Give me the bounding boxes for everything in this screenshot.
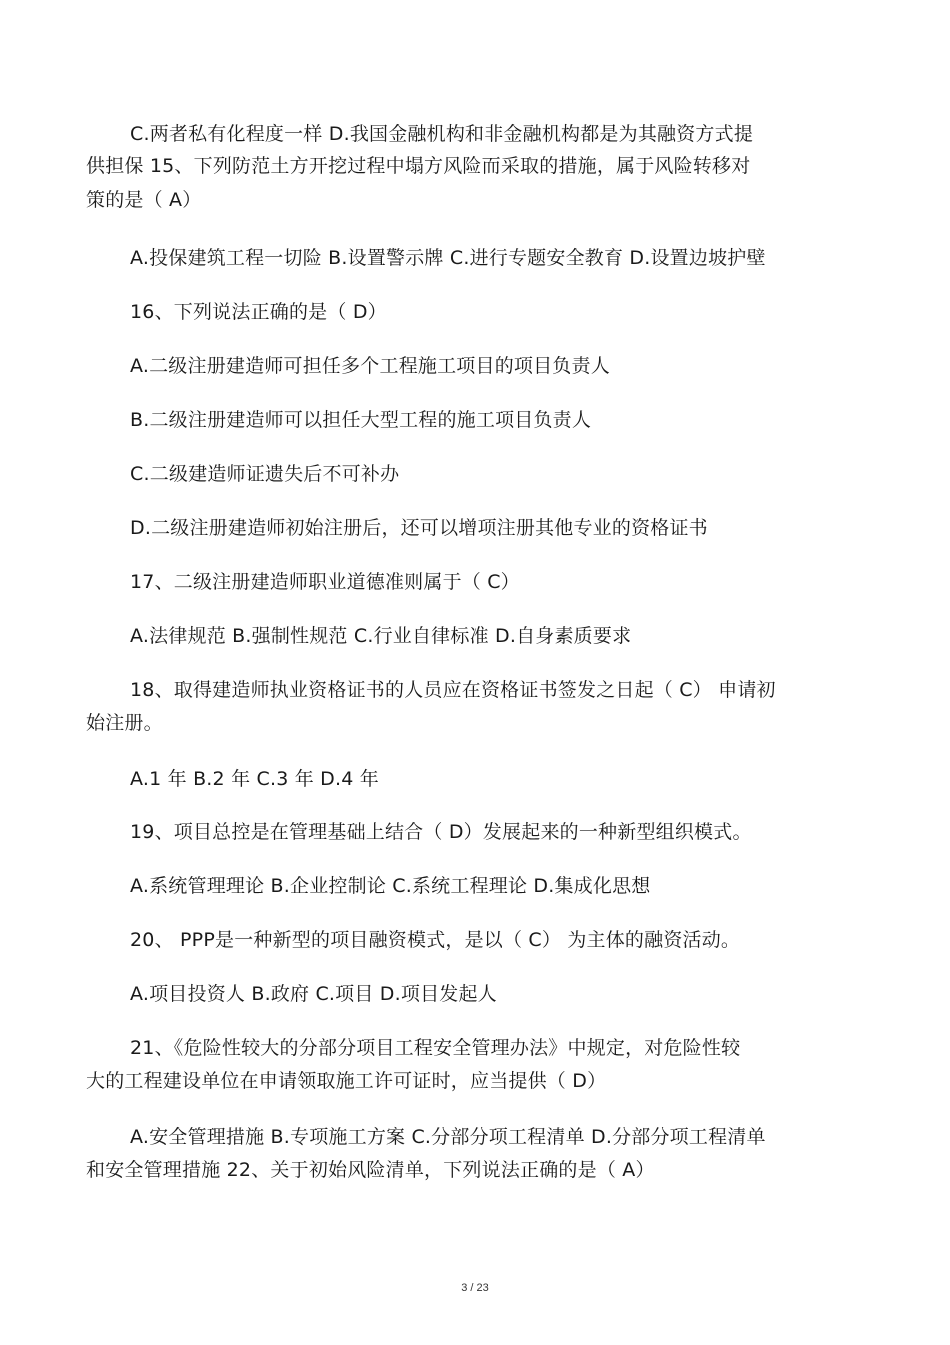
text-line: 策的是（ A） — [86, 189, 202, 211]
text-line: A.二级注册建造师可担任多个工程施工项目的项目负责人 — [130, 355, 610, 377]
text-line: A.系统管理理论 B.企业控制论 C.系统工程理论 D.集成化思想 — [130, 875, 651, 897]
text-line: A.安全管理措施 B.专项施工方案 C.分部分项工程清单 D.分部分项工程清单 — [130, 1126, 766, 1148]
text-line: 16、下列说法正确的是（ D） — [130, 301, 387, 323]
text-line: 20、 PPP是一种新型的项目融资模式，是以（ C） 为主体的融资活动。 — [130, 929, 741, 951]
text-line: 18、取得建造师执业资格证书的人员应在资格证书签发之日起（ C） 申请初 — [130, 679, 776, 701]
text-line: A.法律规范 B.强制性规范 C.行业自律标准 D.自身素质要求 — [130, 625, 632, 647]
text-line: A.1 年 B.2 年 C.3 年 D.4 年 — [130, 768, 379, 790]
text-line: 大的工程建设单位在申请领取施工许可证时，应当提供（ D） — [86, 1070, 607, 1092]
text-line: A.投保建筑工程一切险 B.设置警示牌 C.进行专题安全教育 D.设置边坡护壁 — [130, 247, 766, 269]
text-line: 19、项目总控是在管理基础上结合（ D）发展起来的一种新型组织模式。 — [130, 821, 752, 843]
text-line: C.两者私有化程度一样 D.我国金融机构和非金融机构都是为其融资方式提 — [130, 123, 754, 145]
text-line: 供担保 15、下列防范土方开挖过程中塌方风险而采取的措施，属于风险转移对 — [86, 155, 751, 177]
page-number: 3 / 23 — [461, 1282, 489, 1294]
text-line: 和安全管理措施 22、关于初始风险清单，下列说法正确的是（ A） — [86, 1159, 655, 1181]
text-line: 17、二级注册建造师职业道德准则属于（ C） — [130, 571, 520, 593]
text-line: 21、《危险性较大的分部分项目工程安全管理办法》中规定，对危险性较 — [130, 1037, 741, 1059]
text-line: C.二级建造师证遗失后不可补办 — [130, 463, 400, 485]
text-line: B.二级注册建造师可以担任大型工程的施工项目负责人 — [130, 409, 592, 431]
text-line: 始注册。 — [86, 712, 163, 734]
text-line: D.二级注册建造师初始注册后，还可以增项注册其他专业的资格证书 — [130, 517, 708, 539]
text-line: A.项目投资人 B.政府 C.项目 D.项目发起人 — [130, 983, 497, 1005]
